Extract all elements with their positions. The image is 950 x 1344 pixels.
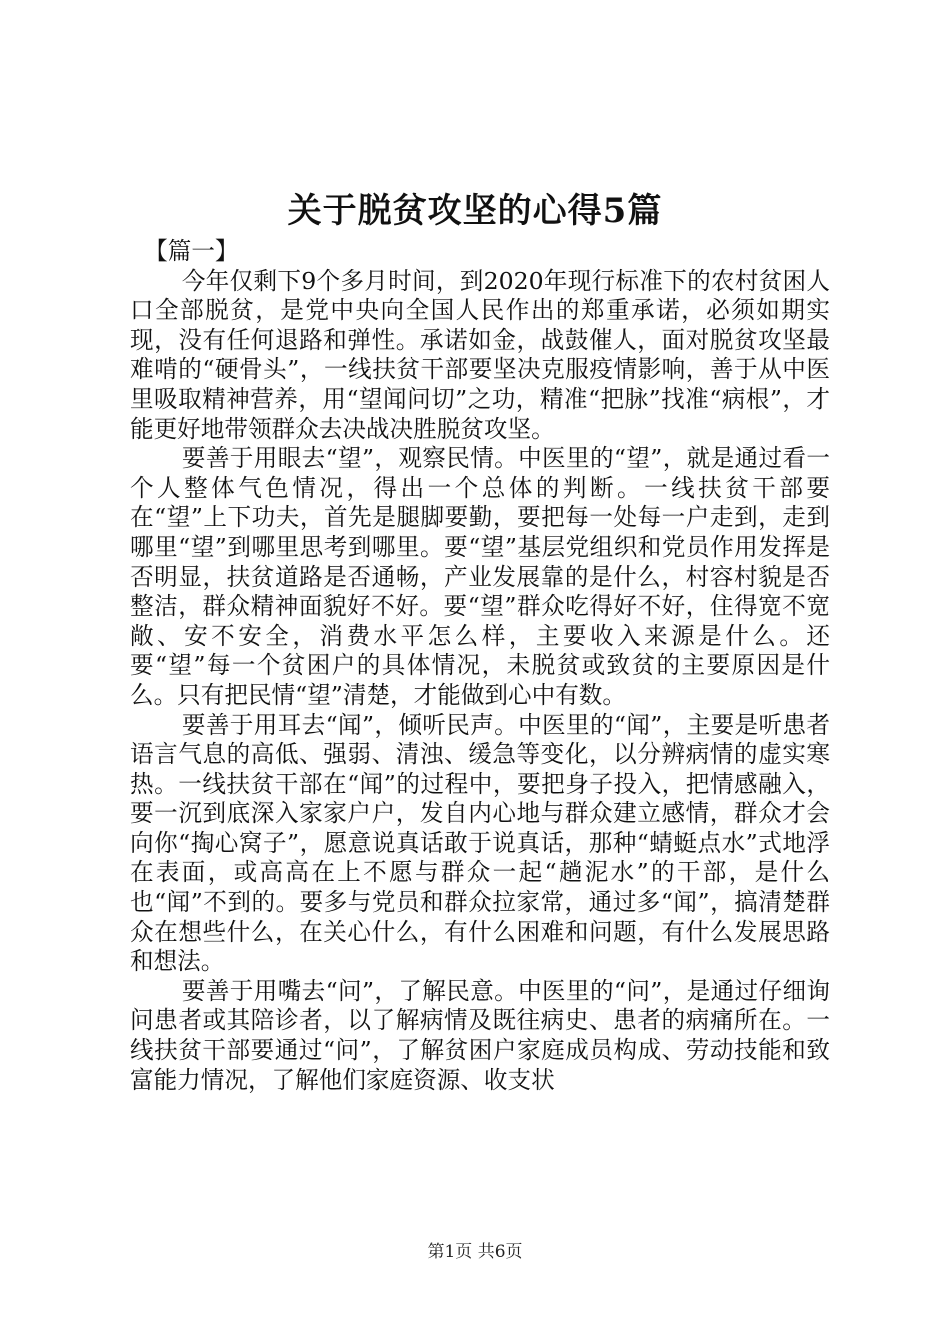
page-footer: 第1页 共6页 bbox=[427, 1242, 523, 1262]
paragraph-wang: 要善于用眼去“望”，观察民情。中医里的“望”，就是通过看一个人整体气色情况，得出一个总体的判断。一线扶贫干部要在“望”上下功夫，首先是腿脚要勤，要把每一处每一户走到，走到哪里“望”到哪里思考到哪里。要“望”基层党组织和党员作用发挥是否明显，扶贫道路是否通畅，产业发展靠的是什么，村容村貌是否整洁，群众精神面貌好不好。要“望”群众吃得好不好，住得宽不宽敞、安不安全，消费水平怎么样，主要收入来源是什么。还要“望”每一个贫困户的具体情况，未脱贫或致贫的主要原因是什么。只有把民情“望”清楚，才能做到心中有数。 bbox=[130, 444, 830, 709]
paragraph-intro: 今年仅剩下9个多月时间，到2020年现行标准下的农村贫困人口全部脱贫，是党中央向全国人民作出的郑重承诺，必须如期实现，没有任何退路和弹性。承诺如金，战鼓催人，面对脱贫攻坚最难啃的“硬骨头”，一线扶贫干部要坚决克服疫情影响，善于从中医里吸取精神营养，用“望闻问切”之功，精准“把脉”找准“病根”，才能更好地带领群众去决战决胜脱贫攻坚。 bbox=[130, 266, 830, 443]
paragraph-wen-ask: 要善于用嘴去“问”，了解民意。中医里的“问”，是通过仔细询问患者或其陪诊者，以了解病情及既往病史、患者的病痛所在。一线扶贫干部要通过“问”，了解贫困户家庭成员构成、劳动技能和致富能力情况，了解他们家庭资源、收支状 bbox=[130, 976, 830, 1094]
section-header: 【篇一】 bbox=[144, 237, 239, 265]
document-body bbox=[130, 237, 830, 1095]
document-title: 关于脱贫攻坚的心得5篇 bbox=[287, 191, 663, 231]
paragraph-wen-listen: 要善于用耳去“闻”，倾听民声。中医里的“闻”，主要是听患者语言气息的高低、强弱、清浊、缓急等变化，以分辨病情的虚实寒热。一线扶贫干部在“闻”的过程中，要把身子投入，把情感融入，要一沉到底深入家家户户，发自内心地与群众建立感情，群众才会向你“掏心窝子”，愿意说真话敢于说真话，那种“蜻蜓点水”式地浮在表面，或高高在上不愿与群众一起“趟泥水”的干部，是什么也“闻”不到的。要多与党员和群众拉家常，通过多“闻”，搞清楚群众在想些什么，在关心什么，有什么困难和问题，有什么发展思路和想法。 bbox=[130, 710, 830, 976]
